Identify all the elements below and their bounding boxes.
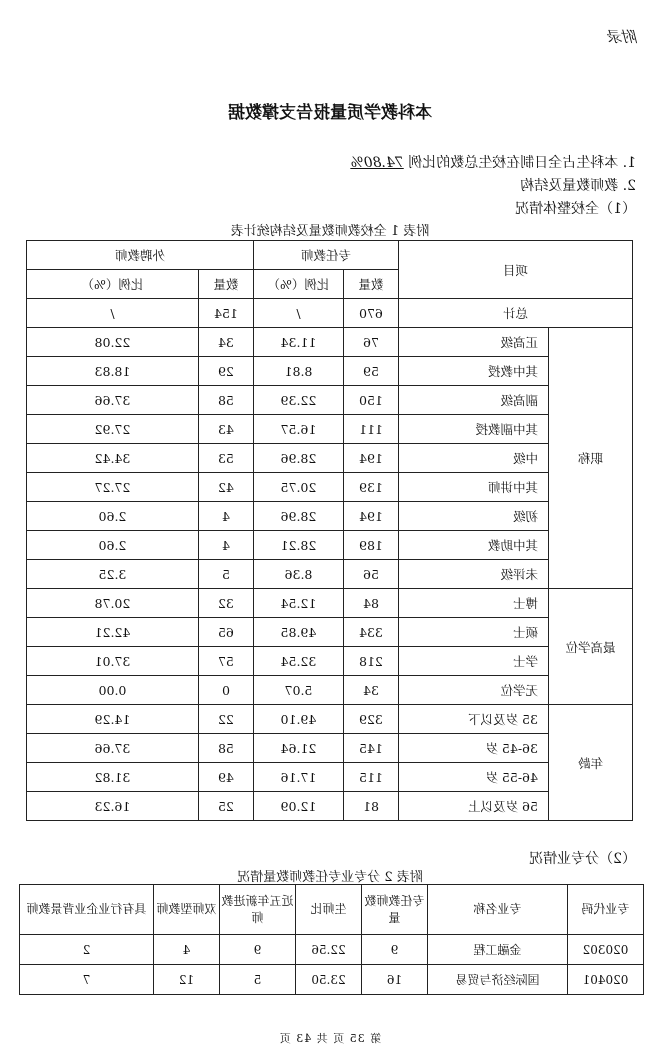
table-row	[26, 502, 632, 531]
header-external-count: 数量	[198, 270, 253, 299]
page-number: 第 35 页 共 43 页	[278, 1032, 382, 1045]
table-row	[26, 589, 632, 618]
table-2-caption: 附表 2 分专业专任教师数量情况	[237, 870, 423, 885]
table-2-cell: 020401	[568, 965, 644, 995]
fulltime-ratio-cell: 12.09	[253, 792, 343, 821]
table-2-cell: 12	[154, 965, 220, 995]
external-count-cell: 4	[198, 531, 253, 560]
external-ratio-cell: 0.00	[26, 676, 198, 705]
external-count-cell: 34	[198, 328, 253, 357]
row-label: 副高级	[398, 386, 548, 415]
table-2-cell: 9	[362, 935, 428, 965]
section-2-number: 2.	[622, 178, 636, 194]
table-2-header-row	[20, 885, 644, 935]
fulltime-ratio-cell: 8.36	[253, 560, 343, 589]
fulltime-ratio-cell: 32.54	[253, 647, 343, 676]
external-ratio-cell: 37.01	[26, 647, 198, 676]
row-label: 硕士	[398, 618, 548, 647]
fulltime-ratio-cell: 20.75	[253, 473, 343, 502]
table-row	[26, 386, 632, 415]
external-count-cell: 32	[198, 589, 253, 618]
table-row	[26, 705, 632, 734]
external-ratio-cell: 3.25	[26, 560, 198, 589]
row-label: 中级	[398, 444, 548, 473]
section-1-number: 1.	[622, 155, 636, 171]
table-2-cell: 23.50	[296, 965, 362, 995]
fulltime-ratio-cell: 28.96	[253, 444, 343, 473]
fulltime-count-cell: 194	[343, 444, 398, 473]
table-2-cell: 16	[362, 965, 428, 995]
fulltime-count-cell: 56	[343, 560, 398, 589]
fulltime-count-cell: 334	[343, 618, 398, 647]
section-1-text: 本科生占全日制在校生总数的比例	[408, 155, 619, 171]
external-count-cell: 57	[198, 647, 253, 676]
table-2-cell: 5	[220, 965, 296, 995]
external-ratio-cell: 2.60	[26, 502, 198, 531]
undergrad-ratio-value: 74.80%	[350, 155, 404, 171]
table-1-caption: 附表 1 全校教师数量及结构统计表	[230, 224, 430, 239]
external-ratio-cell: 42.21	[26, 618, 198, 647]
table-2-cell: 9	[220, 935, 296, 965]
external-count-cell: 22	[198, 705, 253, 734]
fulltime-count-cell: 139	[343, 473, 398, 502]
fulltime-ratio-cell: 17.16	[253, 763, 343, 792]
table-2-header-cell: 近五年新进教师	[220, 885, 296, 935]
external-count-cell: 58	[198, 734, 253, 763]
section-2-2-heading: （2）分专业情况	[529, 851, 636, 867]
row-label: 初级	[398, 502, 548, 531]
fulltime-ratio-cell: 16.57	[253, 415, 343, 444]
external-ratio-cell: 27.92	[26, 415, 198, 444]
table-row	[26, 792, 632, 821]
table-2-cell: 金融工程	[428, 935, 568, 965]
table-2-cell: 4	[154, 935, 220, 965]
fulltime-ratio-cell: 12.54	[253, 589, 343, 618]
external-count-cell: 29	[198, 357, 253, 386]
fulltime-count-cell: 81	[343, 792, 398, 821]
fulltime-ratio-cell: 5.07	[253, 676, 343, 705]
table-2-cell: 020302	[568, 935, 644, 965]
fulltime-count-cell: 76	[343, 328, 398, 357]
table-row	[26, 676, 632, 705]
external-count-cell: 53	[198, 444, 253, 473]
external-ratio-cell: 14.29	[26, 705, 198, 734]
total-row	[26, 299, 632, 328]
table-row	[20, 965, 644, 995]
external-ratio-cell: 37.66	[26, 734, 198, 763]
row-label: 博士	[398, 589, 548, 618]
row-label: 35 岁及以下	[398, 705, 548, 734]
total-external-ratio: /	[26, 299, 198, 328]
table-row	[26, 444, 632, 473]
external-ratio-cell: 18.83	[26, 357, 198, 386]
external-ratio-cell: 16.23	[26, 792, 198, 821]
table-row	[26, 531, 632, 560]
external-count-cell: 5	[198, 560, 253, 589]
table-row	[26, 473, 632, 502]
external-count-cell: 0	[198, 676, 253, 705]
appendix-label: 附录	[607, 28, 638, 46]
fulltime-count-cell: 115	[343, 763, 398, 792]
fulltime-ratio-cell: 49.10	[253, 705, 343, 734]
row-label: 其中讲师	[398, 473, 548, 502]
external-ratio-cell: 22.08	[26, 328, 198, 357]
external-count-cell: 58	[198, 386, 253, 415]
table-2-header-cell: 双师型教师	[154, 885, 220, 935]
external-count-cell: 43	[198, 415, 253, 444]
table-2-header-cell: 专业代码	[568, 885, 644, 935]
fulltime-count-cell: 329	[343, 705, 398, 734]
fulltime-count-cell: 189	[343, 531, 398, 560]
row-label: 无学位	[398, 676, 548, 705]
header-external-teachers: 外聘教师	[26, 241, 253, 270]
table-row	[26, 328, 632, 357]
row-label: 未评级	[398, 560, 548, 589]
table-row	[26, 357, 632, 386]
fulltime-ratio-cell: 11.34	[253, 328, 343, 357]
external-ratio-cell: 37.66	[26, 386, 198, 415]
table-row	[26, 618, 632, 647]
fulltime-ratio-cell: 8.81	[253, 357, 343, 386]
fulltime-count-cell: 84	[343, 589, 398, 618]
fulltime-ratio-cell: 22.39	[253, 386, 343, 415]
total-external-count: 154	[198, 299, 253, 328]
fulltime-ratio-cell: 28.21	[253, 531, 343, 560]
fulltime-ratio-cell: 49.85	[253, 618, 343, 647]
external-ratio-cell: 20.78	[26, 589, 198, 618]
fulltime-count-cell: 194	[343, 502, 398, 531]
total-label: 总计	[398, 299, 632, 328]
table-2-cell: 国际经济与贸易	[428, 965, 568, 995]
external-count-cell: 49	[198, 763, 253, 792]
fulltime-ratio-cell: 28.96	[253, 502, 343, 531]
external-ratio-cell: 31.82	[26, 763, 198, 792]
page-title: 本科教学质量报告支撑数据	[228, 103, 432, 123]
fulltime-count-cell: 150	[343, 386, 398, 415]
group-label: 年龄	[549, 705, 633, 821]
table-2-header-cell: 专任教师数量	[362, 885, 428, 935]
table-2-header-cell: 专业名称	[428, 885, 568, 935]
table-2-cell: 22.56	[296, 935, 362, 965]
faculty-structure-table	[26, 240, 633, 821]
row-label: 正高级	[398, 328, 548, 357]
header-fulltime-count: 数量	[343, 270, 398, 299]
row-label: 其中教授	[398, 357, 548, 386]
fulltime-count-cell: 111	[343, 415, 398, 444]
total-fulltime-count: 670	[343, 299, 398, 328]
table-row	[26, 647, 632, 676]
header-fulltime-teachers: 专任教师	[253, 241, 398, 270]
table-row	[26, 734, 632, 763]
table-2-cell: 2	[20, 935, 154, 965]
table-row	[26, 415, 632, 444]
external-count-cell: 42	[198, 473, 253, 502]
header-external-ratio: 比例（%）	[26, 270, 198, 299]
row-label: 其中助教	[398, 531, 548, 560]
external-count-cell: 4	[198, 502, 253, 531]
external-ratio-cell: 34.42	[26, 444, 198, 473]
row-label: 36-45 岁	[398, 734, 548, 763]
group-label: 最高学位	[549, 589, 633, 705]
row-label: 56 岁及以上	[398, 792, 548, 821]
external-count-cell: 65	[198, 618, 253, 647]
table-row	[26, 763, 632, 792]
section-1-line	[350, 152, 636, 172]
table-row	[26, 560, 632, 589]
table-row	[20, 935, 644, 965]
fulltime-ratio-cell: 21.64	[253, 734, 343, 763]
row-label: 其中副教授	[398, 415, 548, 444]
fulltime-count-cell: 145	[343, 734, 398, 763]
header-fulltime-ratio: 比例（%）	[253, 270, 343, 299]
row-label: 46-55 岁	[398, 763, 548, 792]
table-2-header-cell: 生师比	[296, 885, 362, 935]
section-2-line	[520, 175, 636, 195]
row-label: 学士	[398, 647, 548, 676]
total-fulltime-ratio: /	[253, 299, 343, 328]
fulltime-count-cell: 218	[343, 647, 398, 676]
section-2-1-heading: （1）全校整体情况	[515, 201, 636, 217]
major-teachers-table	[19, 884, 644, 995]
external-ratio-cell: 2.60	[26, 531, 198, 560]
table-2-header-cell: 具有行业企业背景教师	[20, 885, 154, 935]
section-2-text: 教师数量及结构	[520, 178, 619, 194]
external-count-cell: 25	[198, 792, 253, 821]
external-ratio-cell: 27.27	[26, 473, 198, 502]
fulltime-count-cell: 34	[343, 676, 398, 705]
header-item: 项目	[398, 241, 632, 299]
table-2-cell: 7	[20, 965, 154, 995]
fulltime-count-cell: 59	[343, 357, 398, 386]
group-label: 职称	[549, 328, 633, 589]
